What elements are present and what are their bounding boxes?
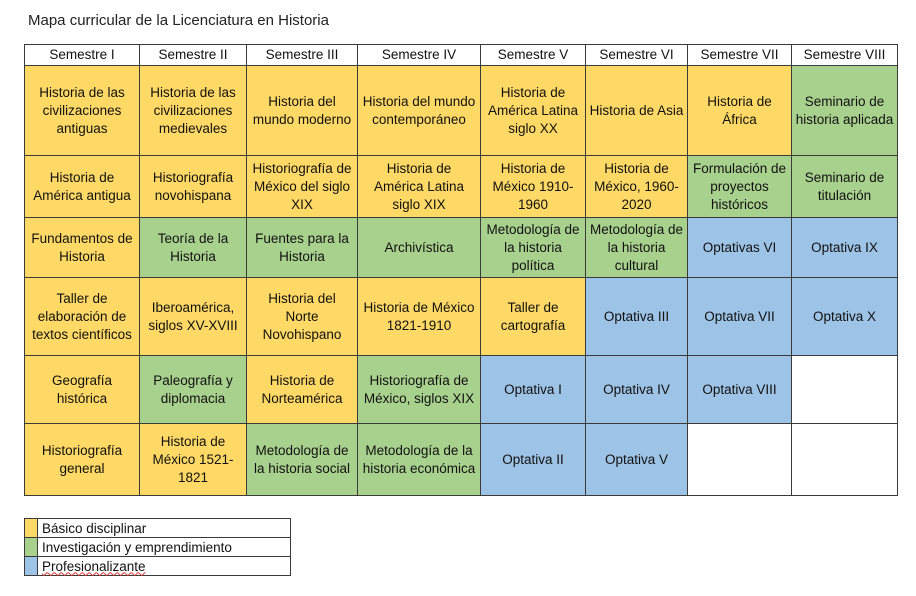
course-cell: Historia de Norteamérica xyxy=(247,356,358,424)
empty-cell xyxy=(792,424,898,496)
curriculum-row xyxy=(25,424,898,496)
course-cell: Iberoamérica, siglos XV-XVIII xyxy=(140,278,247,356)
course-cell: Seminario de historia aplicada xyxy=(792,66,898,156)
curriculum-row xyxy=(25,278,898,356)
course-cell: Historia de las civilizaciones medievales xyxy=(140,66,247,156)
course-cell: Metodología de la historia social xyxy=(247,424,358,496)
course-cell: Historia de Asia xyxy=(586,66,688,156)
legend-table xyxy=(24,518,291,576)
course-cell: Paleografía y diplomacia xyxy=(140,356,247,424)
course-cell: Historiografía novohispana xyxy=(140,156,247,218)
course-cell: Optativas VI xyxy=(688,218,792,278)
legend-item xyxy=(25,557,291,576)
curriculum-row xyxy=(25,156,898,218)
course-cell: Metodología de la historia política xyxy=(481,218,586,278)
semester-header: Semestre III xyxy=(247,45,358,66)
semester-header: Semestre VI xyxy=(586,45,688,66)
course-cell: Metodología de la historia cultural xyxy=(586,218,688,278)
legend-label: Básico disciplinar xyxy=(38,519,291,538)
course-cell: Historia de México 1821-1910 xyxy=(358,278,481,356)
empty-cell xyxy=(688,424,792,496)
course-cell: Historia de África xyxy=(688,66,792,156)
legend-label: Profesionalizante xyxy=(38,557,291,576)
course-cell: Optativa X xyxy=(792,278,898,356)
curriculum-body xyxy=(25,66,898,496)
semester-header: Semestre VII xyxy=(688,45,792,66)
course-cell: Metodología de la historia económica xyxy=(358,424,481,496)
course-cell: Historia de México 1521-1821 xyxy=(140,424,247,496)
legend-swatch xyxy=(25,557,38,576)
course-cell: Archivística xyxy=(358,218,481,278)
course-cell: Historiografía general xyxy=(25,424,140,496)
course-cell: Optativa III xyxy=(586,278,688,356)
course-cell: Optativa IX xyxy=(792,218,898,278)
course-cell: Taller de cartografía xyxy=(481,278,586,356)
semester-header: Semestre II xyxy=(140,45,247,66)
course-cell: Historia de América Latina siglo XIX xyxy=(358,156,481,218)
course-cell: Optativa VIII xyxy=(688,356,792,424)
empty-cell xyxy=(792,356,898,424)
course-cell: Historia del Norte Novohispano xyxy=(247,278,358,356)
semester-header: Semestre VIII xyxy=(792,45,898,66)
curriculum-table xyxy=(24,44,898,496)
legend-swatch xyxy=(25,519,38,538)
course-cell: Historia de América antigua xyxy=(25,156,140,218)
course-cell: Optativa IV xyxy=(586,356,688,424)
semester-header: Semestre I xyxy=(25,45,140,66)
curriculum-row xyxy=(25,66,898,156)
course-cell: Optativa II xyxy=(481,424,586,496)
course-cell: Optativa VII xyxy=(688,278,792,356)
curriculum-row xyxy=(25,218,898,278)
legend-item xyxy=(25,519,291,538)
course-cell: Fundamentos de Historia xyxy=(25,218,140,278)
legend-swatch xyxy=(25,538,38,557)
curriculum-row xyxy=(25,356,898,424)
legend-item xyxy=(25,538,291,557)
course-cell: Historia de México 1910-1960 xyxy=(481,156,586,218)
course-cell: Optativa V xyxy=(586,424,688,496)
course-cell: Historiografía de México, siglos XIX xyxy=(358,356,481,424)
semester-header: Semestre V xyxy=(481,45,586,66)
legend-label: Investigación y emprendimiento xyxy=(38,538,291,557)
course-cell: Teoría de la Historia xyxy=(140,218,247,278)
course-cell: Optativa I xyxy=(481,356,586,424)
course-cell: Historia de América Latina siglo XX xyxy=(481,66,586,156)
course-cell: Historia de México, 1960-2020 xyxy=(586,156,688,218)
course-cell: Fuentes para la Historia xyxy=(247,218,358,278)
semester-header: Semestre IV xyxy=(358,45,481,66)
course-cell: Historia de las civilizaciones antiguas xyxy=(25,66,140,156)
course-cell: Historia del mundo contemporáneo xyxy=(358,66,481,156)
document-title: Mapa curricular de la Licenciatura en Historia xyxy=(28,12,329,29)
course-cell: Seminario de titulación xyxy=(792,156,898,218)
course-cell: Formulación de proyectos históricos xyxy=(688,156,792,218)
course-cell: Taller de elaboración de textos científicos xyxy=(25,278,140,356)
course-cell: Historia del mundo moderno xyxy=(247,66,358,156)
course-cell: Historiografía de México del siglo XIX xyxy=(247,156,358,218)
course-cell: Geografía histórica xyxy=(25,356,140,424)
semester-header-row xyxy=(25,45,898,66)
